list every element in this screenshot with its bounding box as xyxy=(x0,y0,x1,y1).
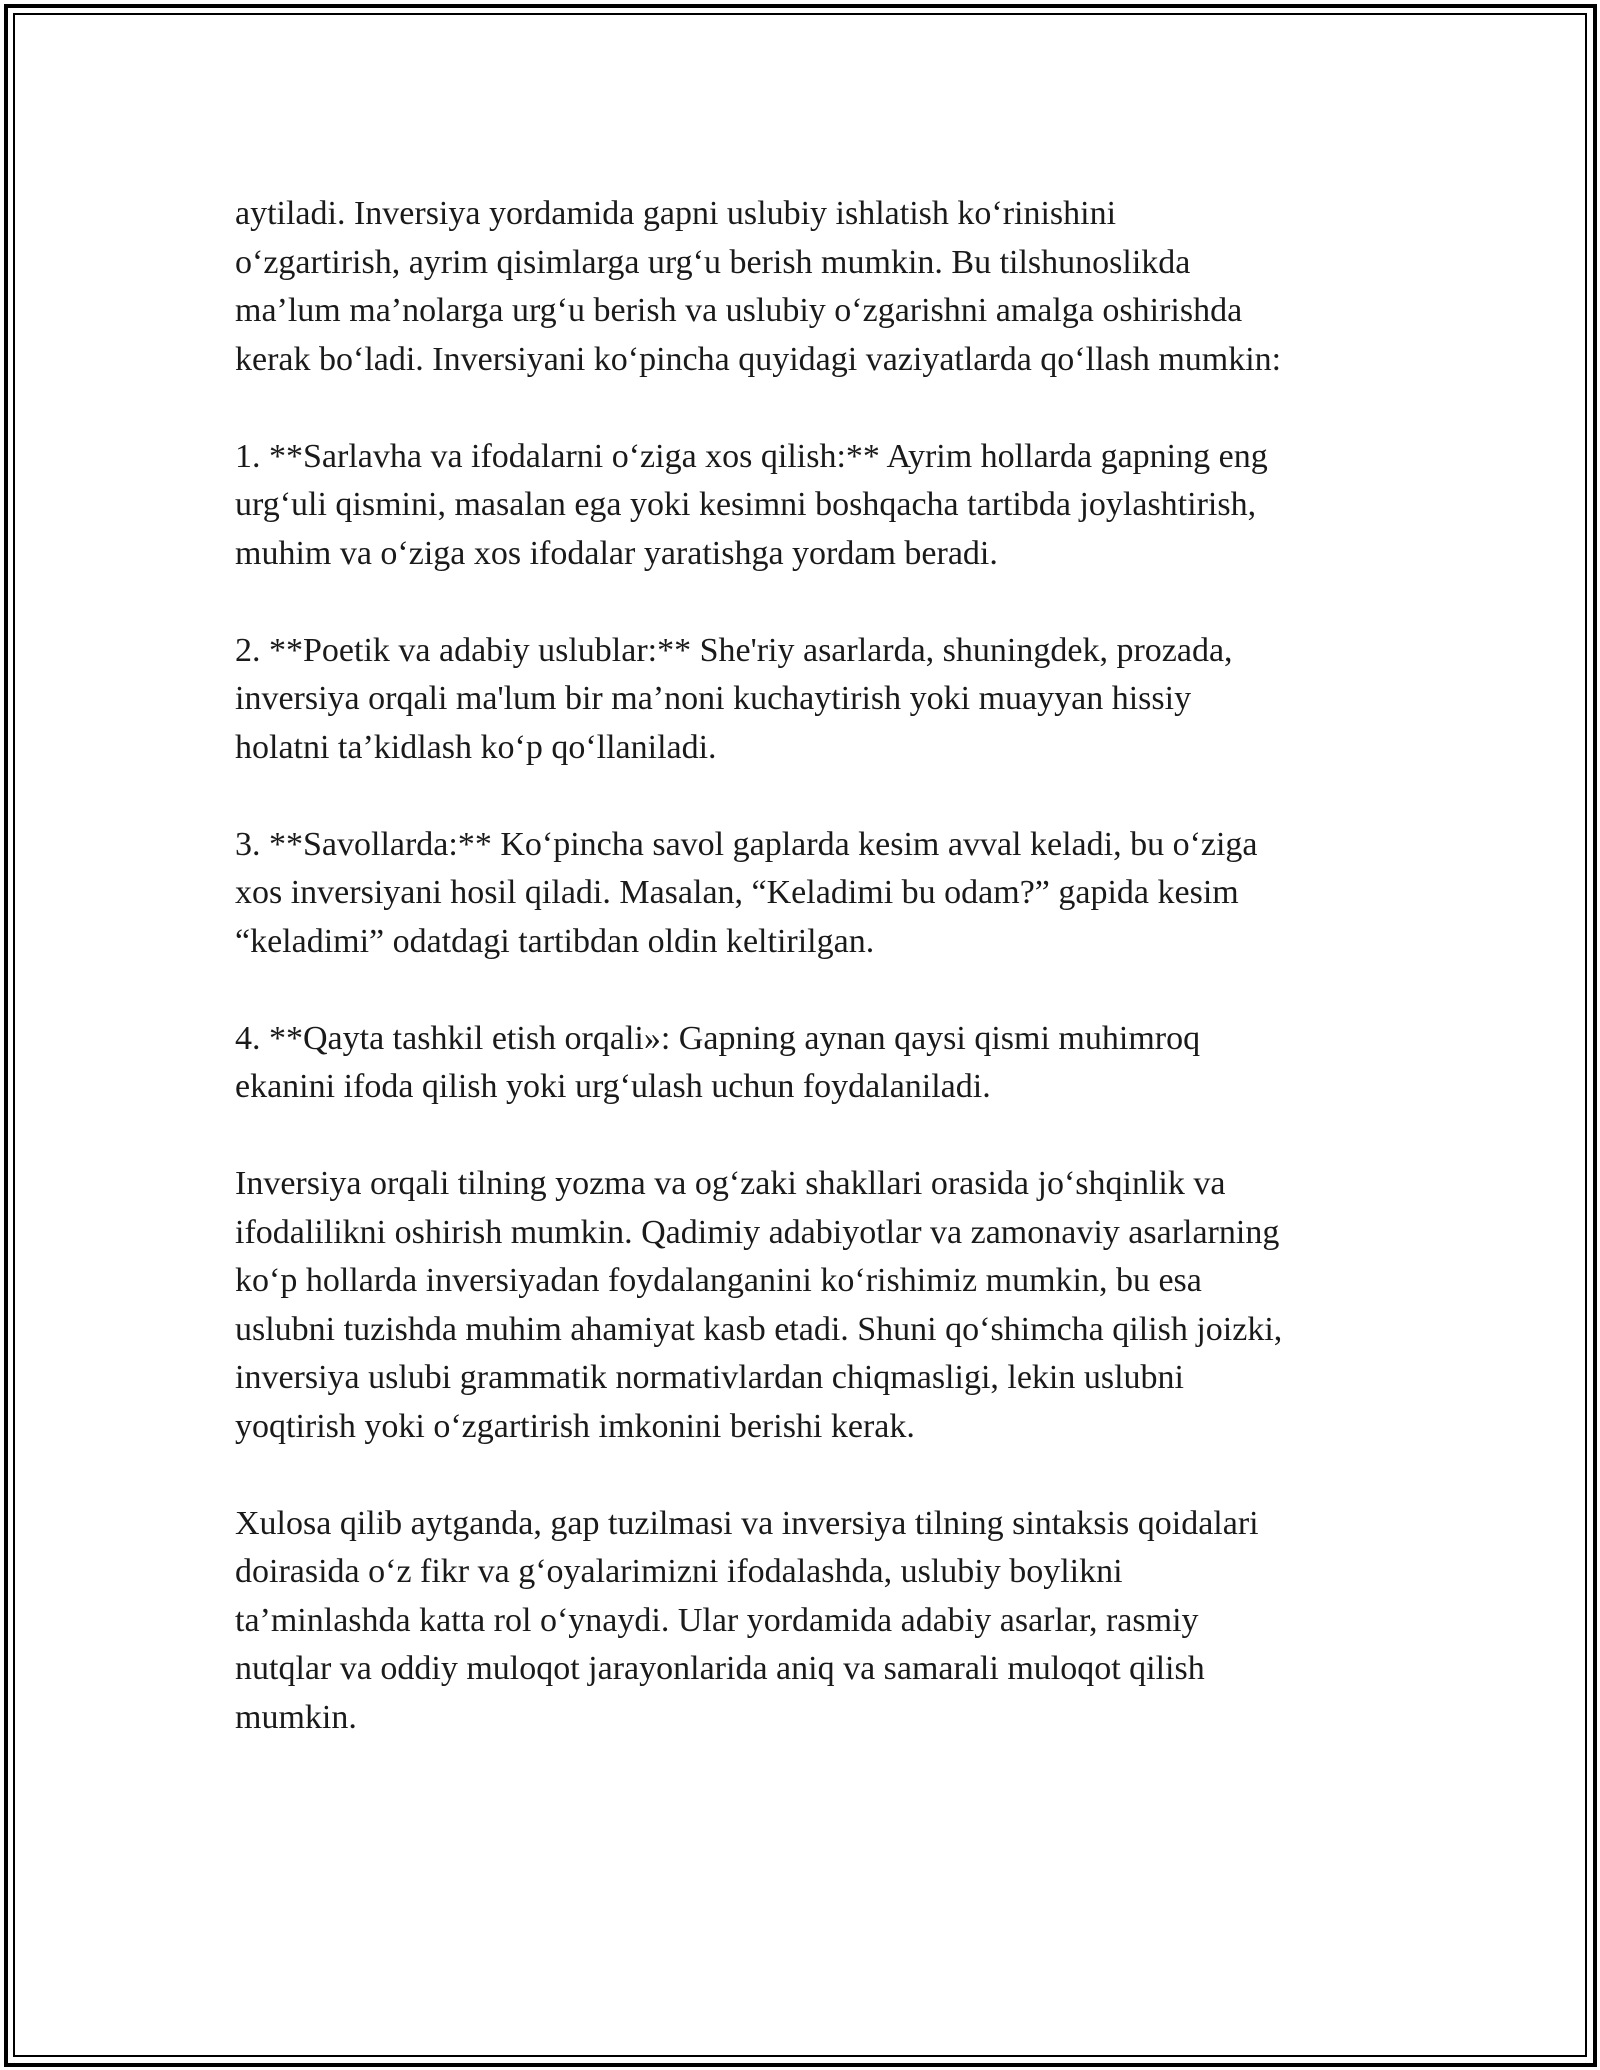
text-line: ifodalilikni oshirish mumkin. Qadimiy adabiyotlar va zamonaviy asarlarning xyxy=(235,1213,1280,1251)
text-line: Xulosa qilib aytganda, gap tuzilmasi va inversiya tilning sintaksis qoidalari xyxy=(235,1504,1259,1542)
paragraph-body xyxy=(235,1160,1395,1451)
text-line: muhim va o‘ziga xos ifodalar yaratishga yordam beradi. xyxy=(235,534,998,572)
text-line: 3. **Savollarda:** Ko‘pincha savol gaplarda kesim avval keladi, bu o‘ziga xyxy=(235,825,1258,863)
text-line: “keladimi” odatdagi tartibdan oldin keltirilgan. xyxy=(235,922,875,960)
text-line: inversiya orqali ma'lum bir ma’noni kuchaytirish yoki muayyan hissiy xyxy=(235,680,1192,717)
text-line: urg‘uli qismini, masalan ega yoki kesimni boshqacha tartibda joylashtirish, xyxy=(235,486,1257,523)
text-line: 1. **Sarlavha va ifodalarni o‘ziga xos qilish:** Ayrim hollarda gapning eng xyxy=(235,437,1268,475)
text-line: doirasida o‘z fikr va g‘oyalarimizni ifodalashda, uslubiy boylikni xyxy=(235,1553,1123,1590)
text-line: aytiladi. Inversiya yordamida gapni uslubiy ishlatish ko‘rinishini xyxy=(235,195,1117,232)
text-line: ko‘p hollarda inversiyadan foydalanganini ko‘rishimiz mumkin, bu esa xyxy=(235,1262,1202,1299)
paragraph-intro xyxy=(235,190,1395,384)
text-line: mumkin. xyxy=(235,1698,357,1736)
text-line: kerak bo‘ladi. Inversiyani ko‘pincha quyidagi vaziyatlarda qo‘llash mumkin: xyxy=(235,340,1282,378)
text-line: Inversiya orqali tilning yozma va og‘zaki shakllari orasida jo‘shqinlik va xyxy=(235,1165,1226,1202)
list-item-2 xyxy=(235,627,1395,773)
list-item-4 xyxy=(235,1015,1395,1112)
text-line: inversiya uslubi grammatik normativlardan chiqmasligi, lekin uslubni xyxy=(235,1359,1184,1396)
text-line: ta’minlashda katta rol o‘ynaydi. Ular yordamida adabiy asarlar, rasmiy xyxy=(235,1601,1199,1639)
text-line: holatni ta’kidlash ko‘p qo‘llaniladi. xyxy=(235,728,717,766)
text-line: ekanini ifoda qilish yoki urg‘ulash uchun foydalaniladi. xyxy=(235,1068,991,1105)
text-line: xos inversiyani hosil qiladi. Masalan, “Keladimi bu odam?” gapida kesim xyxy=(235,874,1239,911)
paragraph-conclusion xyxy=(235,1500,1395,1743)
text-line: 2. **Poetik va adabiy uslublar:** She'riy asarlarda, shuningdek, prozada, xyxy=(235,631,1233,669)
text-line: ma’lum ma’nolarga urg‘u berish va uslubiy o‘zgarishni amalga oshirishda xyxy=(235,292,1243,329)
text-line: o‘zgartirish, ayrim qisimlarga urg‘u berish mumkin. Bu tilshunoslikda xyxy=(235,243,1191,281)
text-line: uslubni tuzishda muhim ahamiyat kasb etadi. Shuni qo‘shimcha qilish joizki, xyxy=(235,1310,1283,1348)
text-line: nutqlar va oddiy muloqot jarayonlarida aniq va samarali muloqot qilish xyxy=(235,1650,1205,1687)
text-line: yoqtirish yoki o‘zgartirish imkonini berishi kerak. xyxy=(235,1407,915,1445)
document-body xyxy=(235,190,1395,1791)
list-item-1 xyxy=(235,433,1395,579)
list-item-3 xyxy=(235,821,1395,967)
text-line: 4. **Qayta tashkil etish orqali»: Gapning aynan qaysi qismi muhimroq xyxy=(235,1019,1201,1057)
